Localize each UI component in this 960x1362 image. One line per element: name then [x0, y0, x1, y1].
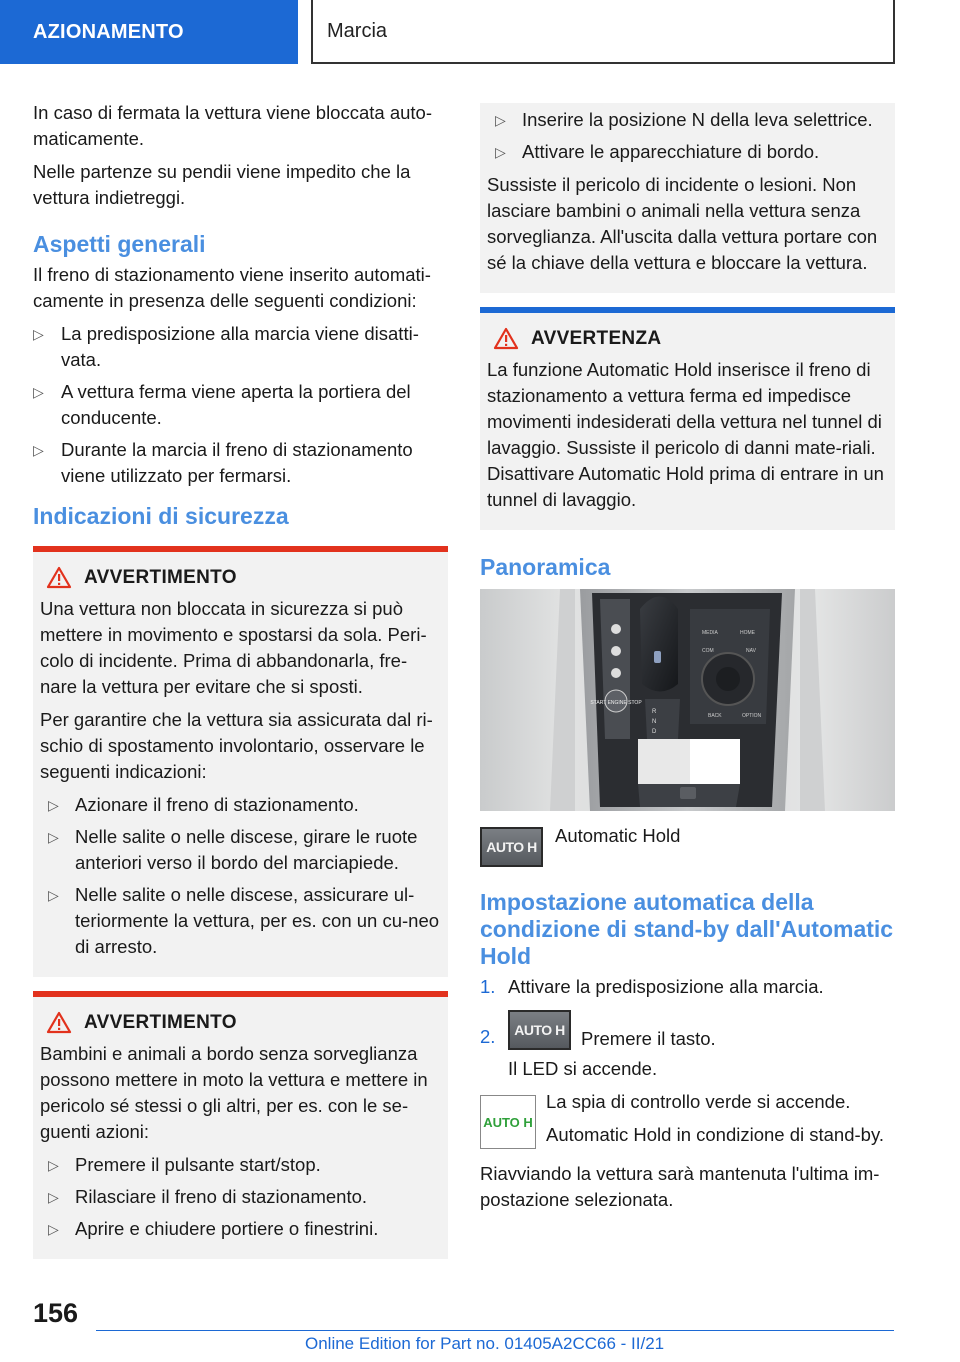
media-label: MEDIA: [702, 630, 718, 636]
warning-box-continued: [480, 103, 895, 293]
warning-triangle-icon: [40, 566, 80, 590]
list-item: ▷ Attivare le apparecchiature di bordo.: [487, 139, 887, 165]
list-item: ▷ Rilasciare il freno di stazionamento.: [40, 1184, 440, 1210]
footer-divider: [96, 1330, 894, 1331]
warning-text: Una vettura non bloccata in sicurezza si può mettere in movimento e spostarsi da sola. Peri-colo di incidente. Prima di abbandonarla, fre-nare la vettura per evitare che si sposti.: [40, 598, 427, 697]
overview-heading: Panoramica: [480, 554, 611, 580]
warning-header: [40, 566, 440, 590]
list-item: ▷ La predisposizione alla marcia viene disatti-vata.: [33, 323, 419, 370]
warning-box-1: [33, 546, 448, 977]
triangle-bullet-icon: ▷: [48, 1157, 59, 1173]
notice-box: [480, 307, 895, 530]
triangle-bullet-icon: ▷: [33, 326, 44, 342]
svg-text:N: N: [652, 719, 657, 725]
warning-title: AVVERTIMENTO: [84, 1012, 237, 1033]
led-text: Il LED si accende.: [508, 1058, 658, 1079]
warning-list: [40, 1152, 440, 1242]
warning-text: Bambini e animali a bordo senza sorveglianza possono mettere in moto la vettura e mettere in pericolo sé stessi o gli altri, per es. con le se-guenti azioni:: [40, 1043, 428, 1142]
triangle-bullet-icon: ▷: [495, 144, 506, 160]
triangle-bullet-icon: ▷: [48, 797, 59, 813]
svg-text:D: D: [652, 729, 657, 735]
list-item: ▷ Azionare il freno di stazionamento.: [40, 792, 440, 818]
list-item: ▷ Inserire la posizione N della leva selettrice.: [487, 107, 887, 133]
notice-header: [487, 327, 887, 351]
com-label: COM: [702, 648, 714, 654]
indicator-row: [480, 1089, 895, 1155]
general-text: Il freno di stazionamento viene inserito automati-camente in presenza delle seguenti condizioni:: [33, 264, 431, 311]
warning-triangle-icon: [487, 327, 527, 351]
option-label: OPTION: [742, 713, 762, 719]
intro-paragraph-2: Nelle partenze su pendii viene impedito che la vettura indietreggi.: [33, 161, 411, 208]
auto-heading: Impostazione automatica della condizione di stand-by dall'Automatic Hold: [480, 889, 894, 969]
warning-text: Sussiste il pericolo di incidente o lesioni. Non lasciare bambini o animali nella vettura senza sorveglianza. All'uscita dalla vettura portare con sé la chiave della vettura e bloccare la vettura.: [487, 174, 878, 273]
triangle-bullet-icon: ▷: [48, 1221, 59, 1237]
auto-hold-button-icon: AUTO H: [480, 827, 543, 867]
auto-hold-indicator-icon: AUTO H: [480, 1095, 536, 1149]
general-heading: Aspetti generali: [33, 231, 206, 257]
list-item: ▷ Premere il pulsante start/stop.: [40, 1152, 440, 1178]
auto-hold-button-row: [480, 827, 895, 867]
left-column: [33, 100, 448, 1273]
auto-hold-button-icon: AUTO H: [508, 1010, 571, 1050]
triangle-bullet-icon: ▷: [33, 442, 44, 458]
warning-list: [40, 792, 440, 960]
warning-text: Per garantire che la vettura sia assicurata dal ri-schio di spostamento involontario, osservare le seguenti indicazioni:: [40, 709, 433, 782]
warning-title: AVVERTIMENTO: [84, 567, 237, 588]
warning-list: [487, 107, 887, 165]
section-title: AZIONAMENTO: [33, 20, 184, 43]
indicator-text-2: Automatic Hold in condizione di stand-by.: [546, 1124, 884, 1145]
center-console-photo: [480, 589, 895, 811]
triangle-bullet-icon: ▷: [495, 112, 506, 128]
notice-title: AVVERTENZA: [531, 328, 662, 349]
right-column: [480, 103, 895, 1220]
list-item: ▷ A vettura ferma viene aperta la portiera del conducente.: [33, 381, 411, 428]
back-label: BACK: [708, 713, 722, 719]
chapter-tab: [311, 0, 895, 64]
list-item: ▷ Nelle salite o nelle discese, assicurare ul-teriormente la vettura, per es. con un cu-neo di arresto.: [48, 884, 440, 957]
svg-text:R: R: [652, 709, 657, 715]
home-label: HOME: [740, 630, 755, 636]
warning-box-2: [33, 991, 448, 1259]
triangle-bullet-icon: ▷: [48, 887, 59, 903]
nav-label: NAV: [746, 648, 756, 654]
triangle-bullet-icon: ▷: [48, 829, 59, 845]
step-item: 1. Attivare la predisposizione alla marcia.: [480, 976, 824, 997]
notice-text: La funzione Automatic Hold inserisce il freno di stazionamento a vettura ferma ed impedisce movimenti indesiderati della vettura nel tunnel di lavaggio. Sussiste il pericolo di danni mate-riali. Disattivare Automatic Hold prima di entrare in un tunnel di lavaggio.: [487, 359, 884, 510]
list-item: ▷ Nelle salite o nelle discese, girare le ruote anteriori verso il bordo del marciapiede.: [48, 826, 418, 873]
auto-hold-caption: Automatic Hold: [555, 825, 681, 846]
page-number: 156: [33, 1298, 79, 1328]
warning-triangle-icon: [40, 1011, 80, 1035]
section-tab: [0, 0, 298, 64]
general-list: [33, 321, 448, 489]
final-text: Riavviando la vettura sarà mantenuta l'ultima im-postazione selezionata.: [480, 1163, 880, 1210]
triangle-bullet-icon: ▷: [48, 1189, 59, 1205]
safety-heading: Indicazioni di sicurezza: [33, 503, 289, 529]
chapter-title: Marcia: [327, 19, 388, 42]
footer-edition: Online Edition for Part no. 01405A2CC66 - II/21: [305, 1334, 665, 1353]
steps-list: [480, 974, 895, 1050]
warning-header: [40, 1011, 440, 1035]
start-stop-label: START ENGINE STOP: [590, 700, 642, 706]
center-console-illustration: [480, 589, 895, 811]
intro-paragraph-1: In caso di fermata la vettura viene bloccata auto-maticamente.: [33, 102, 432, 149]
list-item: ▷ Durante la marcia il freno di stazionamento viene utilizzato per fermarsi.: [33, 439, 413, 486]
triangle-bullet-icon: ▷: [33, 384, 44, 400]
list-item: ▷ Aprire e chiudere portiere o finestrini.: [40, 1216, 440, 1242]
indicator-text-1: La spia di controllo verde si accende.: [546, 1091, 851, 1112]
step-item: 2. AUTO H Premere il tasto.: [480, 1010, 895, 1050]
